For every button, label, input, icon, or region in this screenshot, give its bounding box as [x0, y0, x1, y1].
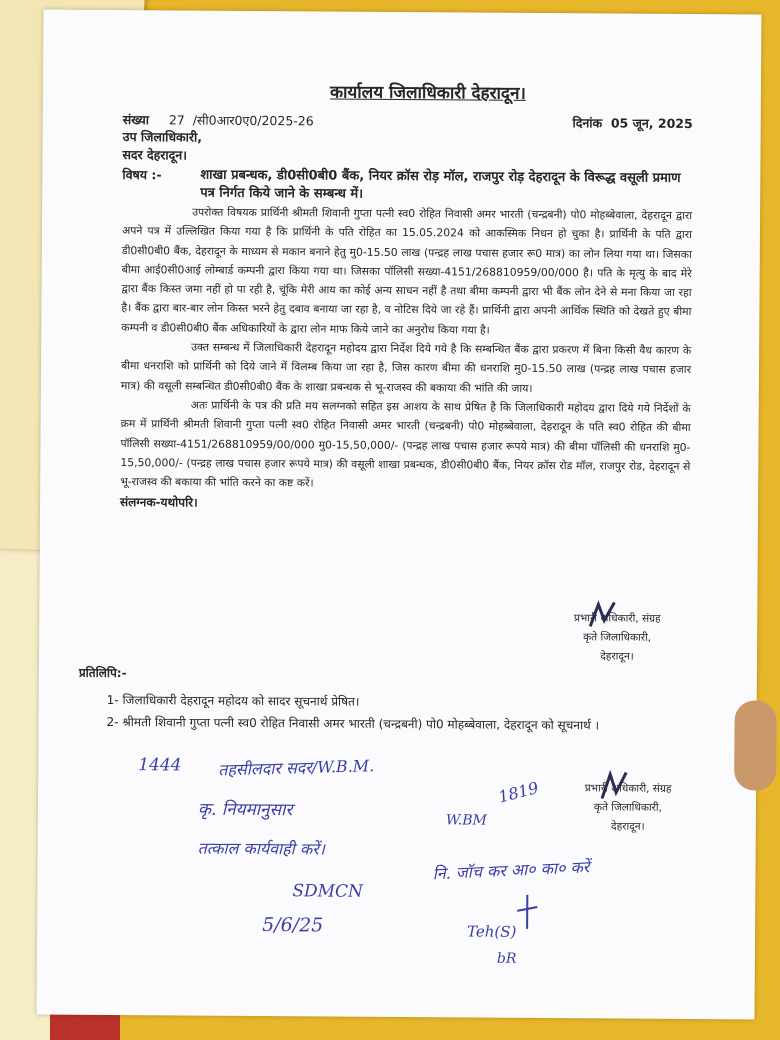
body-paragraph-3: अतः प्रार्थिनी के पत्र की प्रति मय सलग्नको सहित इस आशय के साथ प्रेषित है कि जिलाधिकारी महोदय द्वारा दिये गये निर्देशों के क्रम में प्रार्थिनी श्रीमती शिवानी गुप्ता पत्नी स्व0 रोहित निवासी अमर भारती (चन्द्रबनी) पो0 मोहब्बेवाला, देहरादून के पति स्व0 रोहित की बीमा पॉलिसी सख्या-4151/268810959/00/000 मु0-15,50,000/- (पन्द्रह लाख पचास हजार रूपये मात्र) की बीमा पॉलिसी की धनराशि मु0-15,50,000/- (पन्द्रह लाख पचास हजार रूपये मात्र) की वसूली शाखा प्रबन्धक, डी0सी0बी0 बैंक, नियर क्रॉस रोड मॉल, राजपुर रोड, देहरादून से भू-राजस्व की बकाया की भांति करने का कष्ट करें। — [120, 398, 691, 490]
signature-scribble-1 — [584, 598, 624, 638]
handwritten-sdm: SDMCN — [292, 881, 364, 902]
handwritten-line-2: कृ. नियमानुसार — [197, 799, 293, 821]
body-paragraph-1: उपरोक्त विषयक प्रार्थिनी श्रीमती शिवानी गुप्ता पत्नी स्व0 रोहित निवासी अमर भारती (चन्द्रबनी) पो0 मोहब्बेवाला, देहरादून द्वारा अपने पत्र में उल्लिखित किया गया है कि प्रार्थिनी के पति रोहित का 15.05.2024 को आकस्मिक निधन हो चुका है। प्रार्थिनी के पति द्वारा डी0सी0बी0 बैंक, देहरादून के माध्यम से मकान बनाने हेतु मु0-15.50 लाख (पन्द्रह लाख पचास हजार रू0 मात्र) का लोन लिया गया था। जिसका बीमा आई0सी0आई लोम्बार्ड कम्पनी द्वारा किया गया था। जिसका पॉलिसी सख्या-4151/268810959/00/000 है। पति के मृत्यु के बाद मेरे द्वारा बैंक किस्त जमा नहीं हो पा रही है, चूंकि मेरी आय का कोई अन्य साधन नहीं है तथा बीमा कम्पनी द्वारा भी बैंक लोन देने से मना किया जा रहा है। बैंक द्वारा बार-बार लोन किस्त भरने हेतु दबाव बनाया जा रहा है, व नोटिस दिये जा रहे हैं। प्रार्थिनी द्वारा अपनी आर्थिक स्थिति को देखते हुए बीमा कम्पनी व डी0सी0बी0 बैंक अधिकारियों के द्वारा लोन माफ किये जाने का अनुरोध किया गया है। — [121, 205, 693, 337]
handwritten-line-3: तत्काल कार्यवाही करें। — [197, 838, 325, 859]
signature-scribble-3 — [507, 893, 547, 933]
handwritten-date: 5/6/25 — [262, 914, 324, 937]
letter-date: दिनांक 05 जून, 2025 — [572, 115, 693, 132]
thumb — [734, 700, 777, 790]
copy-item-1: 1- जिलाधिकारी देहरादून महोदय को सादर सूचनार्थ प्रेषित। — [106, 692, 360, 709]
subject-block — [122, 166, 692, 206]
handwritten-line-1: तहसीलदार सदर/W.B.M. — [218, 756, 375, 780]
office-title: कार्यालय जिलाधिकारी देहरादून। — [329, 82, 526, 104]
signature-scribble-2 — [598, 768, 638, 808]
handwritten-tehsil: Teh(S) — [467, 922, 517, 941]
body-paragraph-2: उक्त सम्बन्ध में जिलाधिकारी देहरादून महोदय द्वारा निर्देश दिये गये है कि सम्बन्धित बैंक द्वारा प्रकरण में बिना किसी वैध कारण के बीमा धनराशि को प्रार्थिनी को दिये जाने में विलम्ब किया जा रहा है, जिस कारण बीमा की धनराशि मु0-15.50 लाख (पन्द्रह लाख पचास हजार मात्र) की वसूली सम्बन्धित डी0सी0बी0 बैंक के शाखा प्रबन्धक से भू-राजस्व की बकाया की भांति की जाय। — [120, 340, 692, 395]
copy-heading: प्रतिलिपि:- — [78, 665, 127, 681]
signature-block-2: प्रभारी अधिकारी, संग्रह कृते जिलाधिकारी, देहरादून। — [584, 782, 672, 833]
handwritten-note: नि. जॉच कर आ० का० करें — [432, 857, 590, 884]
addressee-line-2: सदर देहरादून। — [122, 147, 188, 163]
handwritten-wbm: W.BM — [445, 812, 487, 829]
subject-text: शाखा प्रबन्धक, डी0सी0बी0 बैंक, नियर क्रॉस रोड़ मॉल, राजपुर रोड़ देहरादून के विरूद्ध वसूली प्रमाण पत्र निर्गत किये जाने के सम्बन्ध में। — [200, 167, 681, 202]
subject-label: विषय :- — [122, 167, 162, 183]
copy-item-2: 2- श्रीमती शिवानी गुप्ता पत्नी स्व0 रोहित निवासी अमर भारती (चन्द्रबनी) पो0 मोहब्बेवाला, देहरादून को सूचनार्थ । — [106, 714, 600, 733]
handwritten-signature: bR — [496, 950, 517, 967]
handwritten-number-1: 1444 — [138, 755, 182, 776]
handwritten-number-2: 1819 — [496, 778, 541, 807]
signature-block: प्रभारी अधिकारी, संग्रह कृते जिलाधिकारी, देहरादून। — [573, 612, 661, 663]
enclosure-note: संलग्नक-यथोपरि। — [120, 495, 198, 511]
document-page — [37, 10, 762, 1020]
reference-number: संख्या 27 /सी0आर0ए0/2025-26 — [122, 112, 314, 129]
addressee-line-1: उप जिलाधिकारी, — [122, 129, 203, 145]
